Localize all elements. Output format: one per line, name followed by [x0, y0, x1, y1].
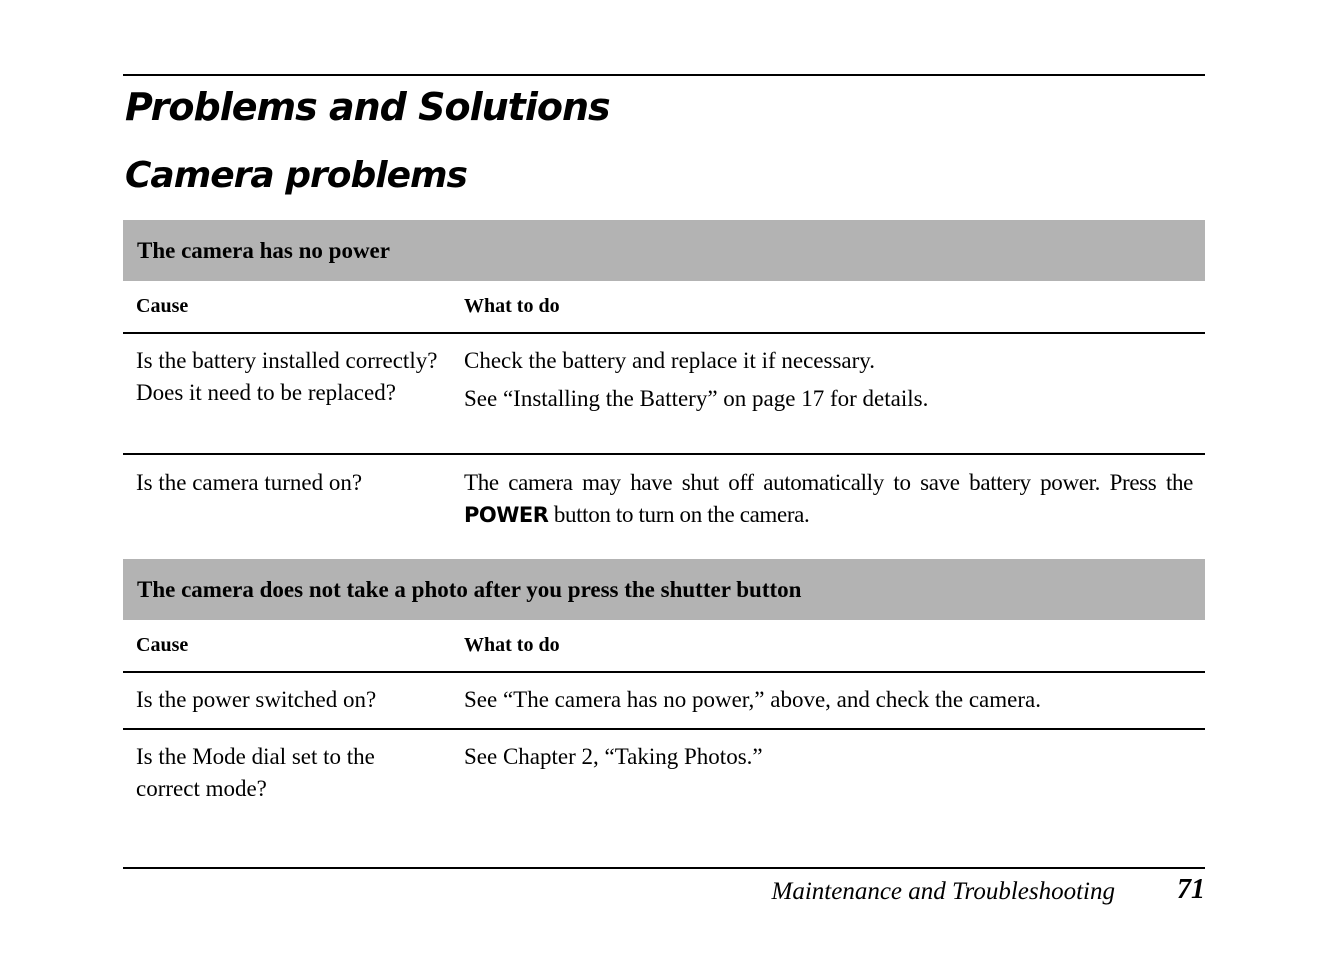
table-row	[123, 673, 1205, 730]
top-rule	[123, 74, 1205, 76]
solution-text-end: button to turn on the camera.	[548, 502, 810, 527]
column-header-row	[123, 620, 1205, 673]
what-to-do-column-header: What to do	[464, 634, 560, 656]
solution-reference: See “Installing the Battery” on page 17 for details.	[464, 386, 929, 411]
table-row	[123, 455, 1205, 543]
what-to-do-cell	[464, 345, 1205, 453]
power-button-label: POWER	[464, 503, 549, 527]
cause-cell: Is the battery installed correctly? Does it need to be replaced?	[136, 348, 438, 405]
page-title: Problems and Solutions	[125, 85, 610, 129]
what-to-do-cell: See Chapter 2, “Taking Photos.”	[464, 744, 763, 769]
section-title: Camera problems	[125, 155, 467, 196]
cause-column-header: Cause	[136, 295, 189, 317]
problem-heading: The camera has no power	[123, 220, 1205, 281]
what-to-do-column-header: What to do	[464, 295, 560, 317]
footer-chapter-title: Maintenance and Troubleshooting	[771, 878, 1115, 905]
solution-text: Check the battery and replace it if necessary.	[464, 348, 876, 373]
cause-cell: Is the Mode dial set to the correct mode?	[136, 744, 375, 801]
page-number: 71	[1177, 874, 1205, 905]
problem-table-no-power	[123, 220, 1205, 543]
column-header-row	[123, 281, 1205, 334]
what-to-do-cell: See “The camera has no power,” above, and check the camera.	[464, 687, 1041, 712]
table-row	[123, 334, 1205, 455]
cause-column-header: Cause	[136, 634, 189, 656]
footer-rule	[123, 867, 1205, 869]
table-row	[123, 730, 1205, 810]
what-to-do-cell	[464, 467, 1205, 543]
cause-cell: Is the camera turned on?	[136, 470, 363, 495]
cause-cell: Is the power switched on?	[136, 687, 377, 712]
problem-table-no-photo	[123, 559, 1205, 810]
page-content	[123, 74, 1205, 810]
problem-heading: The camera does not take a photo after you press the shutter button	[123, 559, 1205, 620]
solution-text: The camera may have shut off automatically to save battery power. Press the	[464, 470, 1193, 495]
